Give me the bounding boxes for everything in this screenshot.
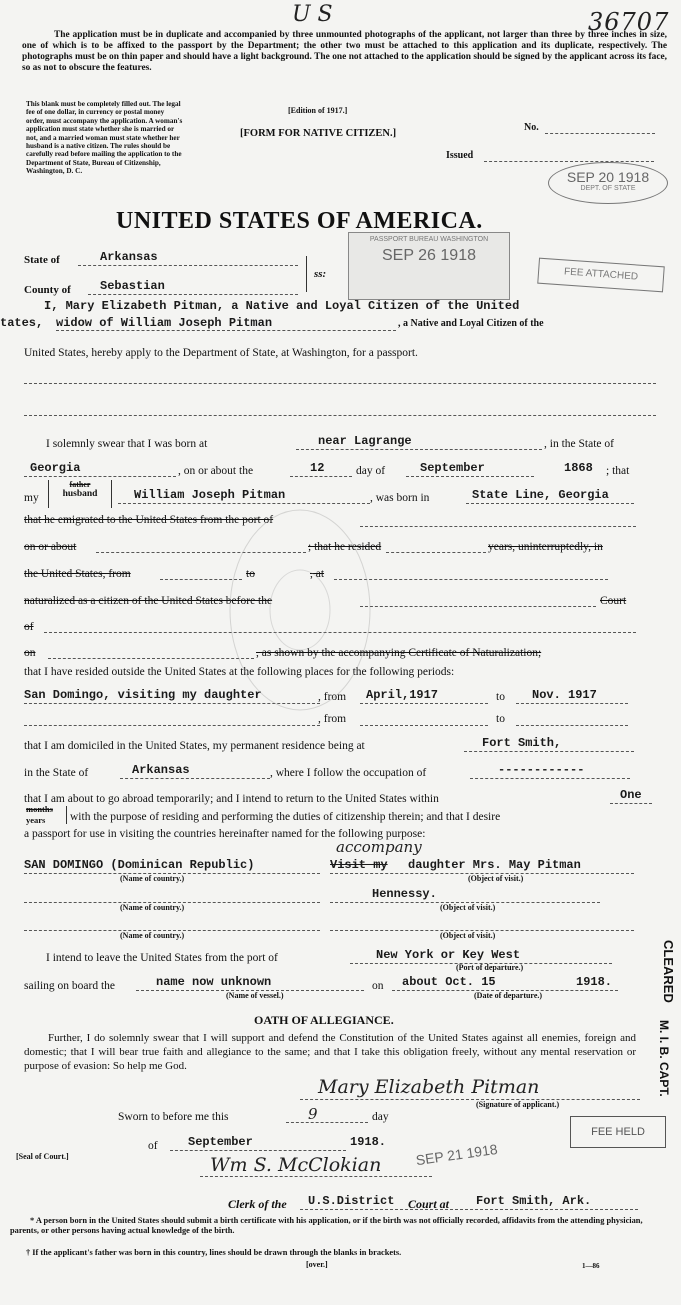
resided-line <box>386 552 486 553</box>
country1-value: SAN DOMINGO (Dominican Republic) <box>24 858 255 872</box>
on-or-about-label: , on or about the <box>178 465 254 477</box>
abroad-to-value: Nov. 1917 <box>532 688 597 702</box>
birth-state-value: Georgia <box>30 461 81 475</box>
port-departure-caption: (Port of departure.) <box>456 963 524 972</box>
cleared-stamp: CLEARED <box>661 940 676 1003</box>
sworn-month-value: September <box>188 1135 253 1149</box>
county-line <box>88 294 298 295</box>
name-country-caption-1: (Name of country.) <box>120 874 185 883</box>
side-notes: This blank must be completely filled out. The legal fee of one dollar, in currency or postal money order, must accompany the application. A woman's application must state whether she is married or not, and a married woman must state whether her husband is a native citizen. The rules should be carefully read before mailing the application to the Department of State, Bureau of Citizenship, Washington, D. C. <box>26 100 183 176</box>
oath-title: OATH OF ALLEGIANCE. <box>254 1013 394 1027</box>
return-within-line <box>610 803 652 804</box>
received-stamp-sub: DEPT. OF STATE <box>580 185 636 192</box>
birth-place-line <box>296 449 542 450</box>
from-label: , from <box>318 691 347 703</box>
object1-handwritten: accompany <box>336 838 422 856</box>
clerk-signature-line <box>200 1176 432 1177</box>
clerk-signature: Wm S. McClokian <box>210 1154 382 1176</box>
native-loyal-label: , a Native and Loyal Citizen of the <box>398 318 544 329</box>
spouse-birth-line <box>466 503 634 504</box>
port-value: New York or Key West <box>376 948 521 962</box>
court-date-stamp: SEP 21 1918 <box>414 1140 499 1169</box>
header-instructions: The application must be in duplicate and accompanied by three unmounted photographs of the applicant, not larger than three by three inches in size, one of which is to be affixed to the passport by the Department; the other two must be attached to this application and its duplicate, respectively. The photographs must be on thin paper and should have a light background. The one not attached to the application should be signed by the applicant across its face, so as not to obscure the features. <box>22 30 667 73</box>
as-shown-label: , as shown by the accompanying Certificate of Naturalization; <box>256 647 542 659</box>
abroad-place-line-2 <box>24 725 320 726</box>
object-visit-caption-1: (Object of visit.) <box>468 874 524 883</box>
received-stamp <box>548 162 668 204</box>
fee-attached-stamp: FEE ATTACHED <box>537 258 665 293</box>
birth-year-value: 1868 <box>564 461 593 475</box>
sig-applicant-caption: (Signature of applicant.) <box>476 1100 560 1109</box>
leave-port-label: I intend to leave the United States from the port of <box>46 952 278 964</box>
state-of-label: State of <box>24 254 60 266</box>
to-label-2: to <box>496 691 505 703</box>
birth-month-value: September <box>420 461 485 475</box>
of-label: of <box>24 621 34 633</box>
vessel-caption: (Name of vessel.) <box>226 991 284 1000</box>
declaration-line2: widow of William Joseph Pitman <box>56 316 273 330</box>
emigrated-line <box>360 526 636 527</box>
day-of-label: day of <box>356 465 386 477</box>
vessel-value: name now unknown <box>156 975 272 989</box>
abroad-to-line <box>516 703 628 704</box>
to-label: to <box>246 568 255 580</box>
father-label-struck: father <box>69 480 91 489</box>
abroad-place-value: San Domingo, visiting my daughter <box>24 688 262 702</box>
my-label: my <box>24 492 39 504</box>
day-label: day <box>372 1111 389 1123</box>
on-label: on <box>24 647 36 659</box>
born-label: I solemnly swear that I was born at <box>46 438 208 450</box>
issued-label: Issued <box>446 150 474 161</box>
object-visit-caption-2: (Object of visit.) <box>440 903 496 912</box>
to-label-3: to <box>496 713 505 725</box>
footnote-birth: * A person born in the United States should submit a birth certificate with his application, or if the birth was not officially recorded, affidavits from the attending physician, parents, or other persons having actual knowledge of the birth. <box>10 1216 643 1235</box>
on-or-about-2: on or about <box>24 541 77 553</box>
received-stamp-date: SEP 20 1918 <box>566 169 650 185</box>
birth-month-line <box>406 476 534 477</box>
bracket <box>300 256 307 292</box>
applicant-signature-line <box>300 1099 640 1100</box>
no-line <box>545 133 655 134</box>
sworn-day-value: 9 <box>308 1105 318 1123</box>
occupation-value: ------------ <box>498 763 585 777</box>
sailing-label: sailing on board the <box>24 980 116 992</box>
fee-held-stamp: FEE HELD <box>570 1116 666 1148</box>
clerk-court-value: U.S.District <box>308 1194 395 1208</box>
footnote-father: † If the applicant's father was born in this country, lines should be drawn through the blanks in brackets. <box>26 1248 402 1257</box>
edition-label: [Edition of 1917.] <box>288 106 348 115</box>
occupation-line <box>470 778 630 779</box>
state-line <box>78 265 298 266</box>
document-title: UNITED STATES OF AMERICA. <box>116 208 483 234</box>
months-label-struck: months <box>26 804 53 814</box>
oath-text: Further, I do solemnly swear that I will support and defend the Constitution of the United States against all enemies, foreign and domestic; that I will bear true faith and allegiance to the same; and that I take this obligation freely, without any mental reservation or purpose of evasion: So help me God. <box>24 1032 636 1072</box>
cleared-stamp-wrap <box>650 940 680 1020</box>
name-country-caption-3: (Name of country.) <box>120 931 185 940</box>
of-label-2: of <box>148 1140 158 1152</box>
return-within-value: One <box>620 788 642 802</box>
spouse-birth-value: State Line, Georgia <box>472 488 609 502</box>
resided-outside-label: that I have resided outside the United States at the following places for the following periods: <box>24 666 455 678</box>
sworn-day-line <box>286 1122 368 1123</box>
abroad-from-line-2 <box>360 725 488 726</box>
object1-struck: Visit my <box>330 858 388 872</box>
form-name: [FORM FOR NATIVE CITIZEN.] <box>240 128 397 139</box>
spouse-name-value: William Joseph Pitman <box>134 488 286 502</box>
seal-of-court-label: [Seal of Court.] <box>16 1152 69 1161</box>
domiciled-label: that I am domiciled in the United States, my permanent residence being at <box>24 740 365 752</box>
resided-label: ; that he resided <box>308 541 382 553</box>
sworn-label: Sworn to before me this <box>118 1111 229 1123</box>
serial-number: 36707 <box>588 8 670 36</box>
no-label: No. <box>524 122 539 133</box>
court-label: Court <box>600 595 627 607</box>
departure-date-value: about Oct. 15 <box>402 975 496 989</box>
declaration-line <box>56 330 396 331</box>
object1-cont-value: Hennessy. <box>372 887 437 901</box>
passport-bureau-stamp <box>348 232 510 300</box>
county-of-label: County of <box>24 284 71 296</box>
residence-state-line <box>120 778 270 779</box>
departure-year-value: 1918. <box>576 975 613 989</box>
in-state-label: , in the State of <box>544 438 614 450</box>
sworn-month-line <box>170 1150 346 1151</box>
county-value: Sebastian <box>100 279 165 293</box>
ss-label: ss: <box>314 268 327 280</box>
us-from-label: the United States, from <box>24 568 131 580</box>
was-born-label: , was born in <box>370 492 430 504</box>
declaration-line1: I, Mary Elizabeth Pitman, a Native and Loyal Citizen of the United <box>44 299 520 313</box>
applicant-signature: Mary Elizabeth Pitman <box>318 1076 540 1098</box>
from-label-2: , from <box>318 713 347 725</box>
residence-value: Fort Smith, <box>482 736 562 750</box>
object1-value: daughter Mrs. May Pitman <box>408 858 581 872</box>
side-initials-stamp: M. I. B. CAPT. <box>657 1020 671 1097</box>
at-label: , at <box>310 568 325 580</box>
occupation-label: , where I follow the occupation of <box>270 767 427 779</box>
blank-line-2 <box>24 415 656 416</box>
departure-caption: (Date of departure.) <box>474 991 543 1000</box>
over-label: [over.] <box>306 1260 328 1269</box>
birth-day-value: 12 <box>310 461 325 475</box>
abroad-to-line-2 <box>516 725 628 726</box>
years-unint-label: years, uninterruptedly, in <box>488 541 603 553</box>
years-label: years <box>26 815 46 825</box>
father-husband-bracket <box>48 480 112 508</box>
abroad-label: that I am about to go abroad temporarily; and I intend to return to the United States within <box>24 793 439 805</box>
clerk-of-the-label: Clerk of the <box>228 1197 287 1211</box>
sworn-year-value: 1918. <box>350 1135 387 1149</box>
passport-use-label: a passport for use in visiting the countries hereinafter named for the following purpose: <box>24 828 426 840</box>
on-label-2: on <box>372 980 384 992</box>
clerk-place-value: Fort Smith, Ark. <box>476 1194 592 1208</box>
clerk-court-line <box>300 1209 638 1210</box>
residence-state-value: Arkansas <box>132 763 190 777</box>
object-visit-caption-3: (Object of visit.) <box>440 931 496 940</box>
form-number: 1—86 <box>582 1262 600 1270</box>
passport-stamp-date: SEP 26 1918 <box>381 247 476 264</box>
issued-line <box>484 161 654 162</box>
birth-place-value: near Lagrange <box>318 434 412 448</box>
residence-line <box>464 751 634 752</box>
state-follow-label: in the State of <box>24 767 89 779</box>
court-at-label: Court at <box>408 1197 450 1211</box>
faint-seal-mark <box>220 500 380 720</box>
purpose-duties-label: with the purpose of residing and performing the duties of citizenship therein; and that I desire <box>70 811 501 823</box>
birth-state-line <box>24 476 176 477</box>
state-value: Arkansas <box>100 250 158 264</box>
passport-stamp-sub: PASSPORT BUREAU WASHINGTON <box>369 236 489 243</box>
declaration-prefix: tates, <box>0 316 44 330</box>
husband-label: husband <box>62 489 98 499</box>
birth-day-line <box>290 476 352 477</box>
months-years-bracket <box>62 806 67 824</box>
handwritten-us-mark: U S <box>292 2 333 27</box>
apply-text: United States, hereby apply to the Department of State, at Washington, for a passport. <box>24 347 418 359</box>
naturalized-line <box>360 606 596 607</box>
blank-line-1 <box>24 383 656 384</box>
name-country-caption-2: (Name of country.) <box>120 903 185 912</box>
naturalized-label: naturalized as a citizen of the United States before the <box>24 595 273 607</box>
that-label: ; that <box>606 465 630 477</box>
abroad-from-value: April,1917 <box>366 688 439 702</box>
emigrated-label: that he emigrated to the United States from the port of <box>24 514 274 526</box>
